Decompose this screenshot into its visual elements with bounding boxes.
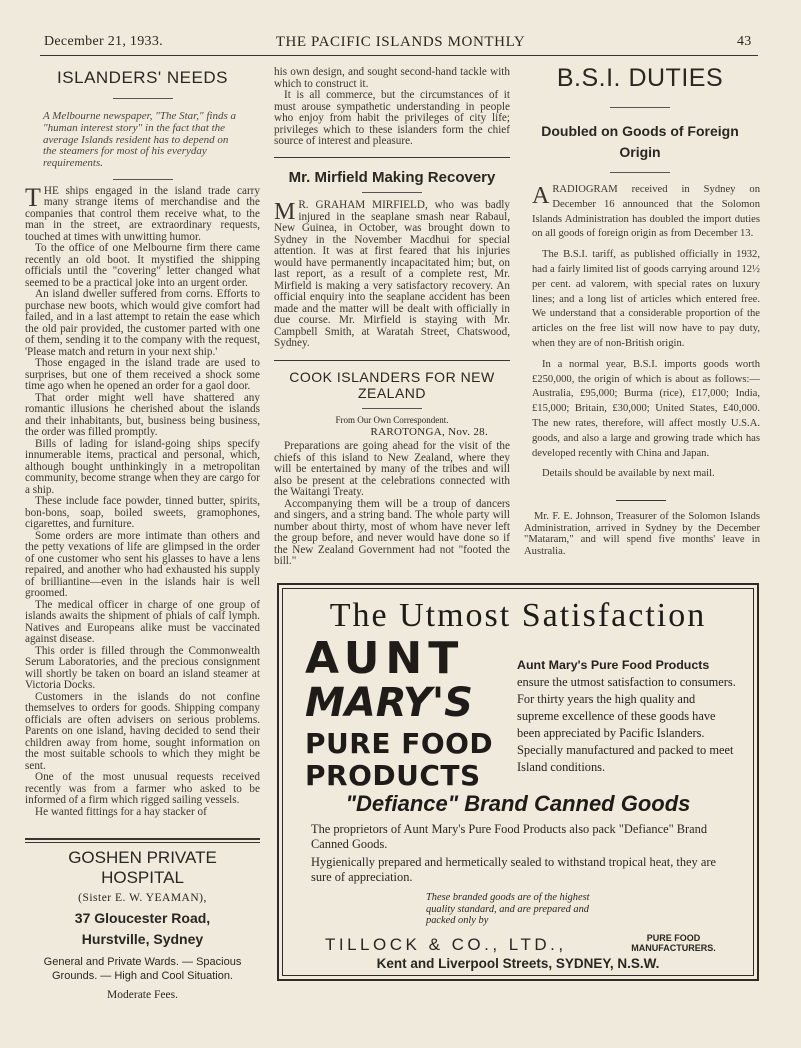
column-rule [274, 360, 510, 361]
cook-dateline: RAROTONGA, Nov. 28. [370, 426, 488, 438]
ad-headline: The Utmost Satisfaction [329, 597, 707, 634]
ad-italic-note: These branded goods are of the highest quality standard, and are prepared and packed only by [426, 892, 590, 927]
brand-aunt: AUNT [305, 633, 465, 684]
header-rule [40, 55, 758, 56]
ad-lead-text: ensure the utmost satisfaction to consumers. For thirty years the high quality and supreme excellence of these goods have been appreciated by Pacific Islanders. Specially manufactured and packed to meet Island conditions. [517, 675, 736, 774]
bsi-subtitle: Doubled on Goods of Foreign Origin [541, 123, 739, 160]
bsi-article [520, 64, 760, 482]
hospital-street: 37 Gloucester Road, [74, 910, 211, 926]
cook-byline: From Our Own Correspondent. [335, 415, 449, 425]
hospital-fees: Moderate Fees. [107, 989, 178, 1001]
bsi-divider [616, 500, 666, 501]
intro-divider [113, 179, 173, 180]
ad-lead [517, 657, 739, 776]
islanders-title: ISLANDERS' NEEDS [57, 68, 228, 87]
islanders-paragraph: This order is filled through the Commonwealth Serum Laboratories, and the precious consignment will shortly be taken on board an island steamer at Victoria Docks. [25, 644, 260, 692]
bsi-paragraph: Details should be available by next mail. [542, 468, 715, 480]
header-date: December 21, 1933. [44, 34, 163, 49]
ad-lead-bold: Aunt Mary's Pure Food Products [517, 658, 710, 672]
hospital-sister: (Sister E. W. YEAMAN), [78, 892, 207, 904]
islanders-paragraph: That order might well have shattered any romantic illusions he cherished about the islands and their inhabitants, but, business being business, the order was filled promptly. [25, 391, 260, 439]
islanders-paragraph: One of the most unusual requests received recently was from a farmer who asked to be informed of a firm which rigged sailing vessels. [25, 771, 260, 807]
bsi-title-divider [610, 107, 670, 108]
title-divider [113, 98, 173, 99]
mirfield-text: R. GRAHAM MIRFIELD, who was badly injured in the seaplane smash near Rabaul, New Guinea, in October, was brought down to Sydney in the November Macdhui for special attention. It was at first feared that his injuries would have permanently incapacitated him; but, on last report, as a result of a complete rest, Mr. Mirfield is making a very satisfactory recovery. An official enquiry into the seaplane accident has been made and the matter will be dealt with officially in due course. Mr. Mirfield is staying with Mr. Campbell Smith, at Waratah Street, Chatswood, Sydney. [274, 199, 510, 349]
brand-pure-food: PURE FOOD [305, 727, 494, 760]
islanders-paragraph: Some orders are more intimate than others and the petty vexations of life are glimpsed in the order of one customer who sent his glasses to have a lens repaired, and another who had exhausted his supply of brilliantine—even in the islands hair is well groomed. [25, 529, 260, 600]
cook-paragraph: Preparations are going ahead for the visit of the chiefs of this island to New Zealand, where they will be entertained by many of the tribes and will also be present at the celebrations connected with the Waitangi Treaty. [274, 440, 510, 498]
islanders-body [25, 182, 260, 819]
islanders-paragraph: Those engaged in the island trade are used to surprises, but one of them received a shock some time ago when he opened an order for a gaol door. [25, 357, 260, 393]
bsi-paragraph: RADIOGRAM received in Sydney on December 16 announced that the Solomon Islands Administration has doubled the import duties on all goods of foreign origin as from December 13. [532, 184, 760, 240]
brand-products: PRODUCTS [305, 759, 481, 792]
dropcap-a: A [532, 183, 550, 209]
header-page-number: 43 [737, 34, 752, 49]
hospital-top-rule [25, 838, 260, 840]
company-subtitle: PURE FOOD MANUFACTURERS. [631, 933, 716, 953]
mirfield-article [274, 169, 510, 350]
cook-article [274, 369, 510, 568]
defiance-text-1: The proprietors of Aunt Mary's Pure Food Products also pack "Defiance" Brand Canned Goods. [311, 822, 708, 851]
islanders-paragraph: To the office of one Melbourne firm there came recently an old boot. It mystified the shipping officials until the "covering" letter changed what seemed to be a practical joke into an urgent order. [25, 242, 260, 289]
brand-marys: MARY'S [305, 680, 473, 726]
hospital-suburb: Hurstville, Sydney [81, 931, 204, 947]
islanders-paragraph: Customers in the islands do not confine themselves to orders for goods. Shipping company officials are often advisers on serious problems. Parents on one island, having decided to send their children away from home, sought information on the most suitable schools to which they might be sent. [25, 690, 260, 772]
johnson-text: Mr. F. E. Johnson, Treasurer of the Solomon Islands Administration, arrived in Sydney by the December "Mataram," and will spend five months' leave in Australia. [524, 511, 760, 557]
dropcap-t: T [25, 182, 41, 212]
hospital-top-rule-2 [25, 842, 260, 843]
mirfield-divider [362, 192, 422, 193]
hospital-name: GOSHEN PRIVATE HOSPITAL [68, 848, 217, 887]
header-title: THE PACIFIC ISLANDS MONTHLY [275, 34, 526, 50]
islanders-paragraph: An island dweller suffered from corns. Efforts to purchase new boots, which would give comfort had failed, and in a last attempt to retain the ease which the old pair provided, the customer parted with one of them, sending it to the company with the request, 'Please match and return in your next ship.' [25, 288, 260, 358]
defiance-text-2: Hygienically prepared and hermetically sealed to withstand tropical heat, they are sure of appreciation. [311, 855, 716, 884]
islanders-closing: It is all commerce, but the circumstances of it must arouse sympathetic understanding in people who enjoy from habit the privileges of city life; privileges which to these islanders form the chief source of interest and pleasure. [274, 89, 510, 147]
mirfield-title: Mr. Mirfield Making Recovery [288, 169, 496, 186]
islanders-paragraph: Bills of lading for island-going ships specify innumerable items, practical and personal, which, although bought unthinkingly in a metropolitan community, become strange when they are cargo for a ship. [25, 437, 260, 496]
column-rule [274, 157, 510, 158]
islanders-intro: A Melbourne newspaper, "The Star," finds a "human interest story" in the fact that the average Islands resident has to depend on the steamers for most of his everyday requirements. [43, 110, 236, 170]
bsi-title: B.S.I. DUTIES [556, 64, 724, 92]
company-name: TILLOCK & CO., LTD., [325, 935, 567, 954]
defiance-title: "Defiance" Brand Canned Goods [345, 791, 691, 816]
islanders-continued-text: his own design, and sought second-hand tackle with which to construct it. [274, 66, 510, 90]
bsi-paragraph: The B.S.I. tariff, as published officially in 1932, had a fairly limited list of goods carrying around 12½ per cent. ad valorem, with special rates on luxury lines; and a long list of articles which entered free. We understand that a considerable proportion of the articles on the free list will now have to pay duty, when they are of non-British origin. [532, 249, 760, 349]
johnson-note [524, 511, 760, 557]
cook-paragraph: Accompanying them will be a troup of dancers and singers, and a string band. The whole party will number about thirty, most of whom have never left the group before, and never would have done so if the New Zealand Government had not "footed the bill." [274, 497, 510, 567]
islanders-paragraph: These include face powder, tinned butter, spirits, bon-bons, soap, boiled sweets, gramophones, cigarettes, and furniture. [25, 495, 260, 531]
dropcap-m: M [274, 199, 296, 225]
islanders-article [25, 62, 260, 818]
cook-title: COOK ISLANDERS FOR NEW ZEALAND [289, 369, 495, 401]
company-address: Kent and Liverpool Streets, SYDNEY, N.S.W. [376, 956, 660, 971]
islanders-paragraph: HE ships engaged in the island trade carry many strange items of merchandise and the companies that control them receive what, to the man in the street, are extraordinary requests, touched at times with unwitting humor. [25, 184, 260, 243]
hospital-ad [25, 848, 260, 1001]
islanders-paragraph: He wanted fittings for a hay stacker of [35, 805, 207, 818]
islanders-paragraph: The medical officer in charge of one group of islands awaits the shipment of phials of calf lymph. Natives and Europeans alike must be vaccinated against disease. [25, 598, 260, 646]
aunt-marys-ad [277, 583, 759, 981]
hospital-description: General and Private Wards. — Spacious Grounds. — High and Cool Situation. [43, 956, 242, 982]
bsi-subtitle-divider [610, 172, 670, 173]
bsi-paragraph: In a normal year, B.S.I. imports goods worth £250,000, the origin of which is about as follows:—Australia, £95,000; Burma (rice), £17,000; India, £15,000; Britain, £30,000; United States, £40,000. The new rates, therefore, will affect mostly U.S.A. goods, and also a large and growing trade which has developed recently with China and Japan. [532, 358, 760, 459]
islanders-continued [274, 67, 510, 148]
cook-divider [362, 408, 422, 409]
